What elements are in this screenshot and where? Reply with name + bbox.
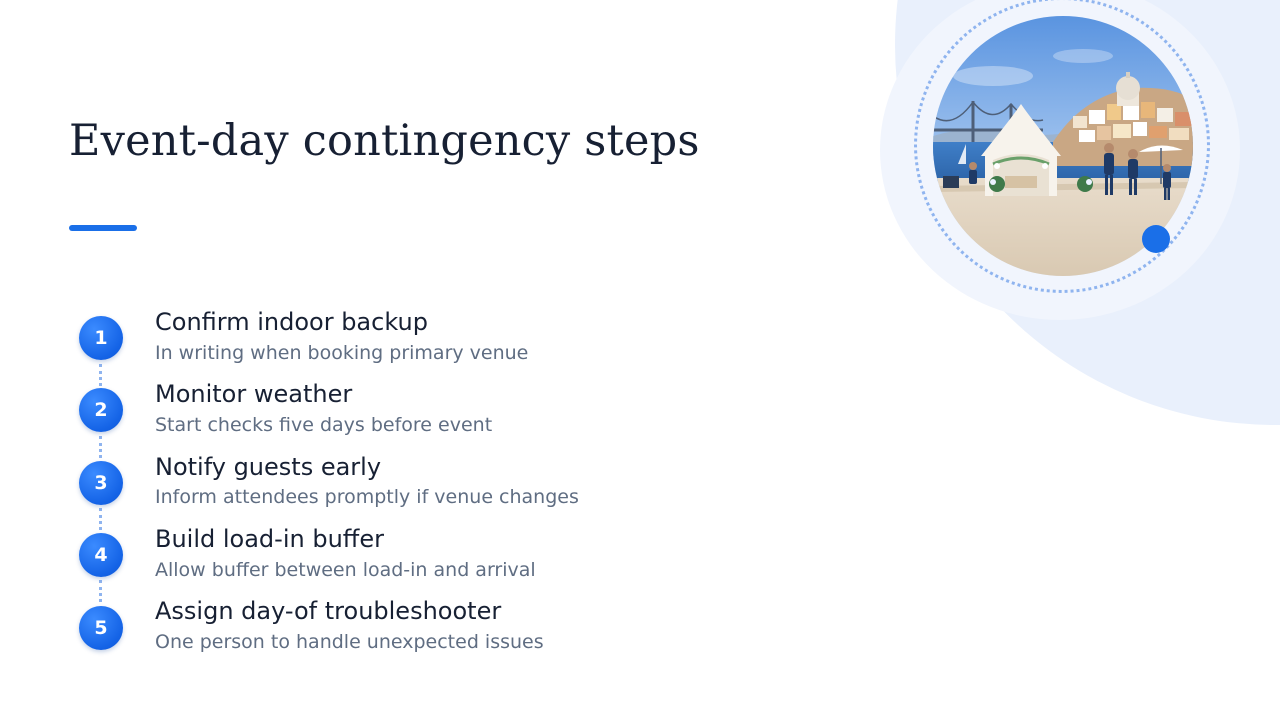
step-number-badge: 4 [79, 533, 123, 577]
step-title: Assign day-of troubleshooter [155, 597, 502, 625]
slide-title: Event-day contingency steps [69, 116, 700, 166]
step-description: One person to handle unexpected issues [155, 631, 544, 653]
step-number-badge: 3 [79, 461, 123, 505]
step-connector [99, 580, 102, 602]
photo-accent-dot [1142, 225, 1170, 253]
step-description: Allow buffer between load-in and arrival [155, 559, 536, 581]
step-connector [99, 508, 102, 530]
step-description: Inform attendees promptly if venue changes [155, 486, 579, 508]
step-title: Monitor weather [155, 380, 353, 408]
step-description: In writing when booking primary venue [155, 342, 529, 364]
step-title: Confirm indoor backup [155, 308, 428, 336]
step-number-badge: 5 [79, 606, 123, 650]
step-connector [99, 364, 102, 386]
step-connector [99, 436, 102, 458]
step-title: Notify guests early [155, 453, 382, 481]
step-title: Build load-in buffer [155, 525, 384, 553]
step-number-badge: 1 [79, 316, 123, 360]
step-description: Start checks five days before event [155, 414, 493, 436]
step-number-badge: 2 [79, 388, 123, 432]
